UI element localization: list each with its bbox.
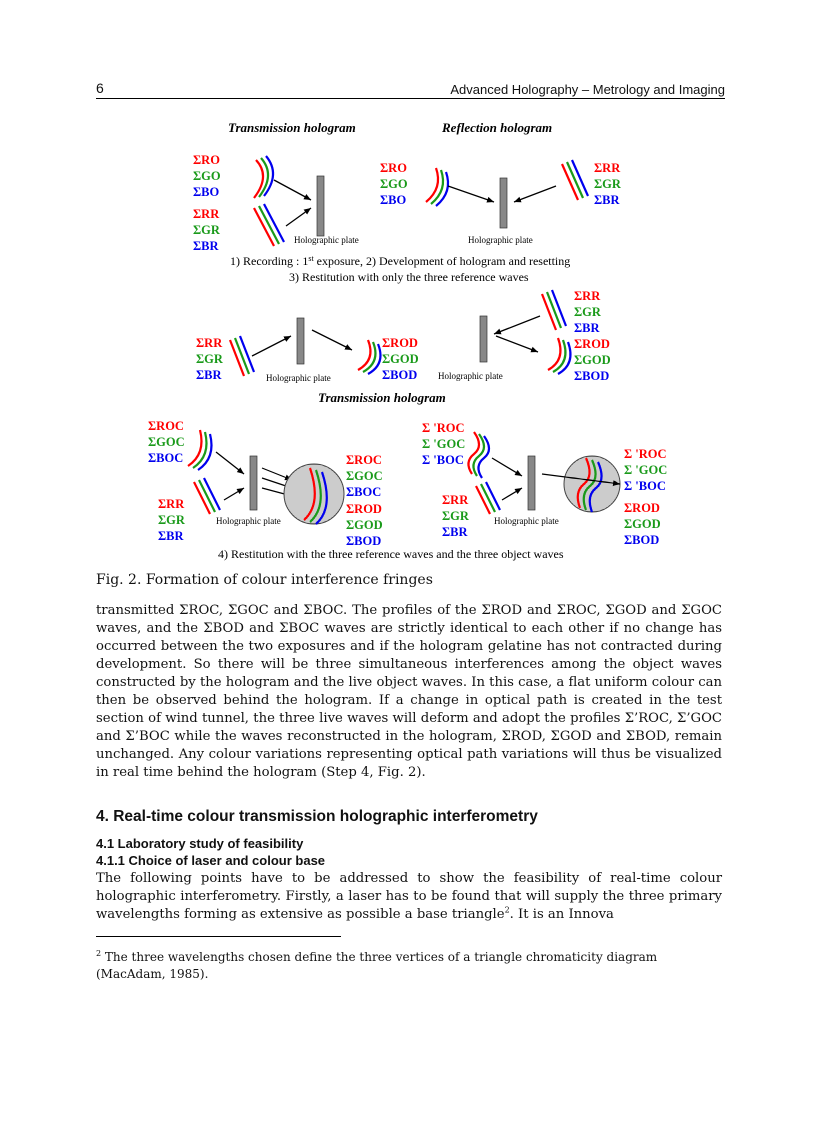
panel-realtime-deformed <box>422 421 667 547</box>
label-rod: ΣROD <box>346 502 382 516</box>
wave-reference-lower <box>254 204 284 246</box>
figure-colour-fringes <box>96 108 725 570</box>
label-rr: ΣRR <box>574 289 601 303</box>
label-rod: ΣROD <box>382 336 418 350</box>
subsection-heading: 4.1 Laboratory study of feasibility <box>96 836 304 851</box>
title-reflection: Reflection hologram <box>442 120 553 135</box>
paragraph-2: The following points have to be addressed to show the feasibility of real-time colour holographic interferometry. Firstly, a laser has to be found that will supply the three primary wavelengths forming as extensive as possible a base triangle$^2$. It is an Innova <box>96 871 722 922</box>
label-gr: ΣGR <box>594 177 621 191</box>
label-bod: ΣBOD <box>346 534 382 548</box>
panel-transmission-restitution <box>196 318 419 383</box>
label-boc: ΣBOC <box>148 451 184 465</box>
label-rod: ΣROD <box>574 337 610 351</box>
label-god: ΣGOD <box>574 353 611 367</box>
wave-reconstructed-object <box>548 338 570 374</box>
label-bod: ΣBOD <box>382 368 418 382</box>
label-ro: ΣRO <box>193 153 220 167</box>
label-gr: ΣGR <box>158 513 185 527</box>
panel-reflection-recording <box>380 160 622 245</box>
arrow <box>224 488 244 500</box>
label-rr: ΣRR <box>594 161 621 175</box>
label-ro: ΣRO <box>380 161 407 175</box>
wave-reference <box>542 290 566 330</box>
wave-reference <box>194 478 220 514</box>
label-rr: ΣRR <box>442 493 469 507</box>
step-3: 3) Restitution with only the three reference waves <box>289 270 529 284</box>
arrow <box>216 452 244 474</box>
plate-label: Holographic plate <box>438 371 503 381</box>
wave-object <box>426 168 448 206</box>
arrow <box>286 208 311 226</box>
label-br: ΣBR <box>196 368 222 382</box>
label-boc: ΣBOC <box>346 485 382 499</box>
holographic-plate <box>250 456 257 510</box>
arrow <box>448 186 494 202</box>
title-transmission: Transmission hologram <box>228 120 356 135</box>
label-go: ΣGO <box>193 169 221 183</box>
plate-label: Holographic plate <box>294 235 359 245</box>
arrow <box>502 488 522 500</box>
label-gr: ΣGR <box>574 305 601 319</box>
label-boc-prime: Σ 'BOC <box>624 479 666 493</box>
page-number: 6 <box>96 80 104 96</box>
label-bo: ΣBO <box>380 193 407 207</box>
label-roc: ΣROC <box>148 419 184 433</box>
holographic-plate <box>528 456 535 510</box>
subsubsection-heading: 4.1.1 Choice of laser and colour base <box>96 853 326 868</box>
label-boc-prime: Σ 'BOC <box>422 453 464 467</box>
plate-label: Holographic plate <box>266 373 331 383</box>
wave-live-object <box>188 430 212 470</box>
label-roc-prime: Σ 'ROC <box>624 447 667 461</box>
label-bod: ΣBOD <box>574 369 610 383</box>
label-gr: ΣGR <box>193 223 220 237</box>
running-title: Advanced Holography – Metrology and Imaging <box>450 82 725 97</box>
label-god: ΣGOD <box>346 518 383 532</box>
label-goc-prime: Σ 'GOC <box>624 463 668 477</box>
label-br: ΣBR <box>594 193 620 207</box>
wave-reconstructed-object <box>358 340 380 374</box>
label-rr: ΣRR <box>158 497 185 511</box>
wave-reference <box>476 482 500 514</box>
holographic-plate <box>480 316 487 362</box>
plate-label: Holographic plate <box>216 516 281 526</box>
label-god: ΣGOD <box>382 352 419 366</box>
arrow <box>514 186 556 202</box>
label-rr: ΣRR <box>196 336 223 350</box>
arrow <box>496 336 538 352</box>
label-bo: ΣBO <box>193 185 220 199</box>
label-gr: ΣGR <box>196 352 223 366</box>
figure-caption: Fig. 2. Formation of colour interference fringes <box>96 572 433 588</box>
label-br: ΣBR <box>574 321 600 335</box>
holographic-plate <box>297 318 304 364</box>
step-1-2: 1) Recording : 1st exposure, 2) Development of hologram and resetting <box>230 254 571 268</box>
paragraph-1: transmitted ΣROC, ΣGOC and ΣBOC. The profiles of the ΣROD and ΣROC, ΣGOD and ΣGOC waves, and the ΣBOD and ΣBOC waves are strictly identical to each other if no change has occurred between the two exposures and if the hologram gelatine has not contracted during development. So there will be three simultaneous interferences among the object waves constructed by the hologram and the live object waves. In this case, a flat uniform colour can then be observed behind the hologram. If a change in optical path is created in the test section of wind tunnel, the three live waves will deform and adopt the profiles Σ’ROC, Σ’GOC and Σ’BOC while the waves reconstructed in the hologram, ΣROD, ΣGOD and ΣBOD, remain unchanged. Any colour variations representing optical path variations will thus be visualized in real time behind the hologram (Step 4, Fig. 2). <box>96 603 722 780</box>
step-4: 4) Restitution with the three reference waves and the three object waves <box>218 547 564 561</box>
wave-reference <box>230 336 254 376</box>
label-br: ΣBR <box>158 529 184 543</box>
holographic-plate <box>500 178 507 228</box>
label-rod: ΣROD <box>624 501 660 515</box>
label-gr: ΣGR <box>442 509 469 523</box>
label-bod: ΣBOD <box>624 533 660 547</box>
section-heading: 4. Real-time colour transmission holographic interferometry <box>96 808 538 825</box>
wave-object-upper <box>254 156 273 198</box>
label-rr: ΣRR <box>193 207 220 221</box>
label-goc: ΣGOC <box>346 469 383 483</box>
arrow <box>312 330 352 350</box>
figure-diagram <box>96 108 725 570</box>
panel-reflection-restitution <box>438 289 611 383</box>
arrow <box>274 180 311 200</box>
arrow <box>252 336 291 356</box>
wave-deformed-live-object <box>468 432 489 478</box>
label-goc-prime: Σ 'GOC <box>422 437 466 451</box>
footnote-rule <box>96 936 341 937</box>
label-br: ΣBR <box>442 525 468 539</box>
holographic-plate <box>317 176 324 236</box>
label-god: ΣGOD <box>624 517 661 531</box>
footnote: $^2$ The three wavelengths chosen define the three vertices of a triangle chromaticity diagram (MacAdam, 1985). <box>96 949 658 981</box>
panel-realtime-unchanged <box>148 419 383 548</box>
header-rule <box>96 98 725 99</box>
label-roc: ΣROC <box>346 453 382 467</box>
plate-label: Holographic plate <box>468 235 533 245</box>
label-roc-prime: Σ 'ROC <box>422 421 465 435</box>
arrow <box>262 468 292 480</box>
wave-reference <box>562 160 588 200</box>
arrow <box>494 316 540 334</box>
label-br: ΣBR <box>193 239 219 253</box>
title-transmission-middle: Transmission hologram <box>318 390 446 405</box>
footnote-ref: 2 <box>504 905 510 915</box>
label-go: ΣGO <box>380 177 408 191</box>
plate-label: Holographic plate <box>494 516 559 526</box>
panel-transmission-recording <box>193 153 359 253</box>
label-goc: ΣGOC <box>148 435 185 449</box>
arrow <box>492 458 522 476</box>
